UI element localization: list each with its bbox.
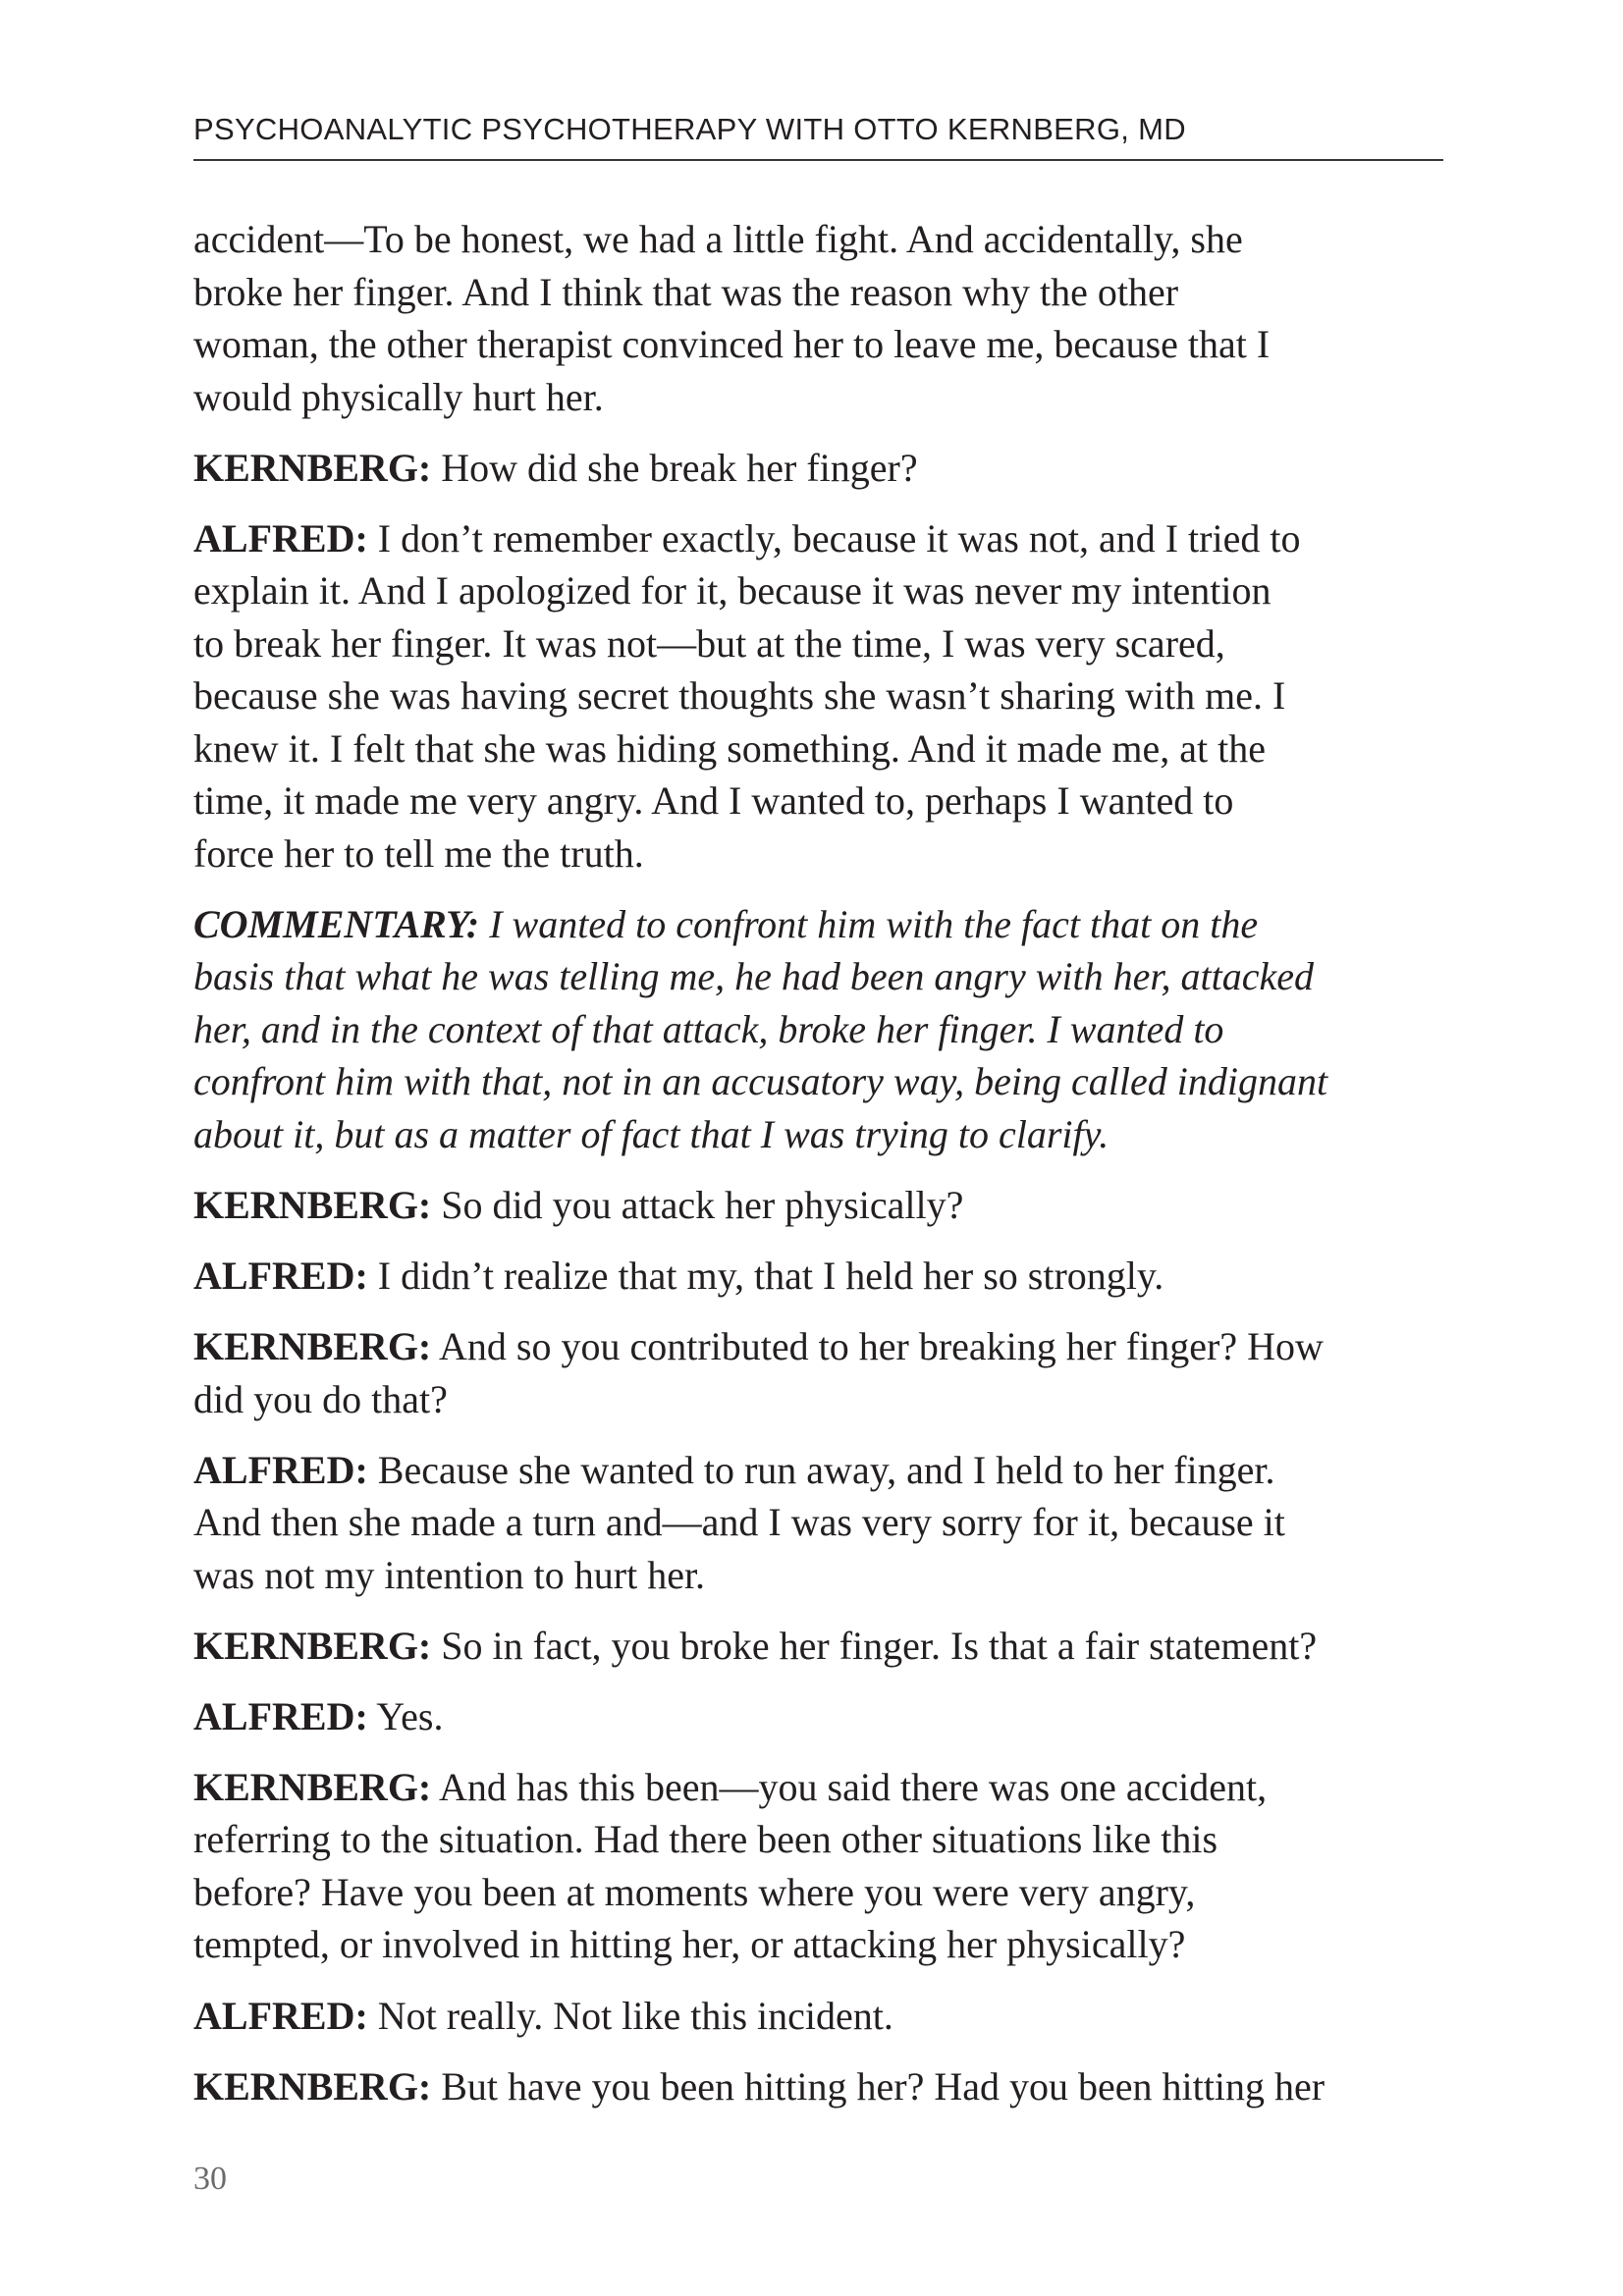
- header-rule: [193, 159, 1443, 161]
- text-line: before? Have you been at moments where you were very angry,: [193, 1869, 1196, 1914]
- dialogue-kernberg: [193, 1320, 1450, 1425]
- text-line: [193, 512, 1450, 565]
- dialogue-alfred: [193, 1990, 1450, 2043]
- text-line: would physically hurt her.: [193, 374, 604, 419]
- text-line: accident—To be honest, we had a little fight. And accidentally, she: [193, 217, 1243, 261]
- text-line: [193, 442, 1450, 495]
- text-line: tempted, or involved in hitting her, or attacking her physically?: [193, 1922, 1186, 1967]
- speech-text: So did you attack her physically?: [431, 1182, 964, 1227]
- running-head: PSYCHOANALYTIC PSYCHOTHERAPY WITH OTTO KERNBERG, MD: [193, 112, 1186, 146]
- text-line: time, it made me very angry. And I wanted to, perhaps I wanted to: [193, 778, 1234, 824]
- speaker-label: ALFRED:: [193, 1693, 368, 1738]
- speech-text: Because she wanted to run away, and I held to her finger.: [367, 1447, 1275, 1492]
- dialogue-alfred: [193, 512, 1450, 881]
- text-line: did you do that?: [193, 1376, 448, 1421]
- speech-text: I didn’t realize that my, that I held her so strongly.: [367, 1253, 1164, 1298]
- transcript-body: [193, 213, 1450, 2112]
- text-line: her, and in the context of that attack, broke her finger. I wanted to: [193, 1006, 1224, 1051]
- text-line: [193, 1320, 1450, 1373]
- text-line: [193, 898, 1450, 951]
- speaker-label: KERNBERG:: [193, 1324, 432, 1369]
- text-line: explain it. And I apologized for it, because it was never my intention: [193, 568, 1271, 614]
- dialogue-kernberg: [193, 1179, 1450, 1232]
- dialogue-kernberg: [193, 1620, 1450, 1673]
- text-line: [193, 1761, 1450, 1814]
- text-line: [193, 2060, 1450, 2113]
- speaker-label: ALFRED:: [193, 1447, 368, 1492]
- speaker-label: KERNBERG:: [193, 445, 432, 490]
- dialogue-kernberg: [193, 442, 1450, 495]
- text-line: [193, 1179, 1450, 1232]
- paragraph-continuation: [193, 213, 1450, 423]
- text-line: was not my intention to hurt her.: [193, 1552, 706, 1597]
- commentary: [193, 898, 1450, 1161]
- commentary-label: COMMENTARY:: [193, 901, 480, 946]
- text-line: [193, 1620, 1450, 1673]
- text-line: about it, but as a matter of fact that I was trying to clarify.: [193, 1111, 1109, 1156]
- page-number: 30: [193, 2161, 227, 2197]
- speaker-label: KERNBERG:: [193, 1623, 432, 1668]
- speaker-label: KERNBERG:: [193, 2063, 432, 2109]
- text-line: broke her finger. And I think that was the reason why the other: [193, 269, 1179, 314]
- text-line: And then she made a turn and—and I was very sorry for it, because it: [193, 1500, 1285, 1545]
- speech-text: Yes.: [367, 1693, 444, 1738]
- text-line: [193, 1690, 1450, 1743]
- dialogue-alfred: [193, 1250, 1450, 1303]
- text-line: referring to the situation. Had there been other situations like this: [193, 1817, 1218, 1862]
- text-line: [193, 1990, 1450, 2043]
- speech-text: But have you been hitting her? Had you been hitting her: [431, 2063, 1325, 2109]
- speech-text: So in fact, you broke her finger. Is that a fair statement?: [431, 1623, 1318, 1668]
- text-line: knew it. I felt that she was hiding something. And it made me, at the: [193, 725, 1267, 771]
- commentary-text: I wanted to confront him with the fact that on the: [479, 901, 1259, 946]
- speaker-label: KERNBERG:: [193, 1764, 432, 1809]
- speech-text: And has this been—you said there was one accident,: [431, 1764, 1268, 1809]
- speech-text: How did she break her finger?: [431, 445, 918, 490]
- text-line: woman, the other therapist convinced her to leave me, because that I: [193, 322, 1271, 366]
- text-line: [193, 1444, 1450, 1497]
- dialogue-alfred: [193, 1690, 1450, 1743]
- text-line: confront him with that, not in an accusatory way, being called indignant: [193, 1059, 1328, 1104]
- speaker-label: ALFRED:: [193, 1993, 368, 2038]
- speaker-label: ALFRED:: [193, 515, 368, 561]
- text-line: force her to tell me the truth.: [193, 830, 644, 876]
- dialogue-kernberg: [193, 1761, 1450, 1971]
- text-line: to break her finger. It was not—but at the time, I was very scared,: [193, 620, 1225, 666]
- speech-text: And so you contributed to her breaking her finger? How: [431, 1324, 1324, 1369]
- text-line: basis that what he was telling me, he had been angry with her, attacked: [193, 954, 1314, 999]
- text-line: because she was having secret thoughts she wasn’t sharing with me. I: [193, 673, 1286, 719]
- dialogue-kernberg: [193, 2060, 1450, 2113]
- speech-text: Not really. Not like this incident.: [367, 1993, 893, 2038]
- dialogue-alfred: [193, 1444, 1450, 1602]
- speaker-label: KERNBERG:: [193, 1182, 432, 1227]
- speaker-label: ALFRED:: [193, 1253, 368, 1298]
- speech-text: I don’t remember exactly, because it was not, and I tried to: [367, 515, 1301, 561]
- text-line: [193, 1250, 1450, 1303]
